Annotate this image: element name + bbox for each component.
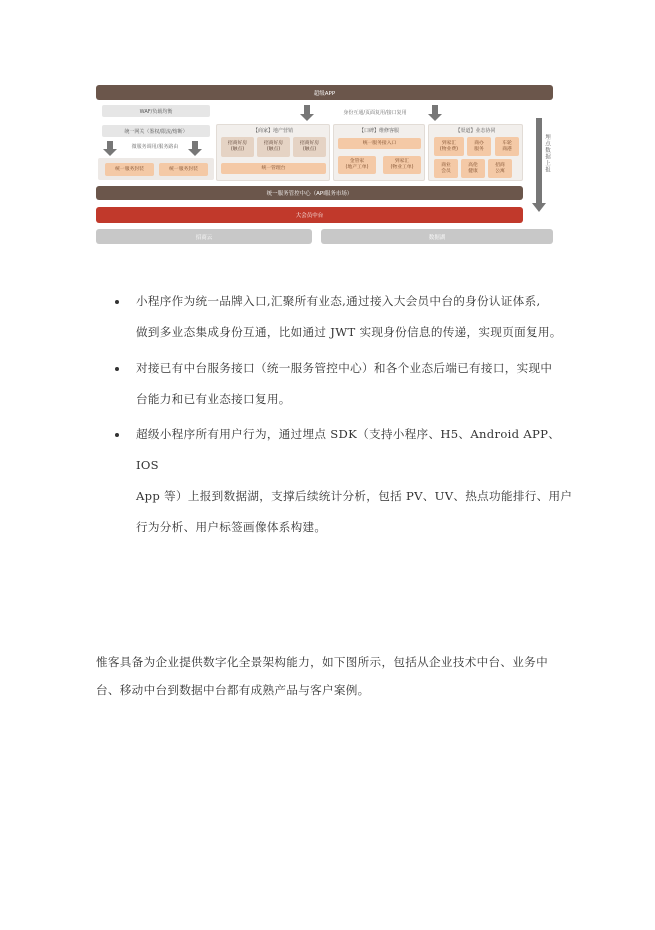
bullet-1-line-1: 小程序作为统一品牌入口,汇聚所有业态,通过接入大会员中台的身份认证体系,	[136, 294, 541, 308]
management-console-box: 统一管理台	[221, 163, 326, 174]
panel-service	[333, 124, 425, 181]
tile-channel-5: 高伦 健康	[461, 159, 485, 178]
service-center-bar: 统一服务管控中心（API服务市场）	[96, 186, 523, 200]
data-lake-bar: 数据湖	[321, 229, 553, 244]
tile-service-2: 到家汇 (物业工单)	[383, 156, 421, 174]
bullet-1-line-2: 做到多业态集成身份互通，比如通过 JWT 实现身份信息的传递，实现页面复用。	[136, 325, 562, 339]
tile-channel-6: 招商 公寓	[488, 159, 512, 178]
waf-box: WAF/负载均衡	[102, 105, 210, 117]
paragraph-line-1: 惟客具备为企业提供数字化全景架构能力，如下图所示，包括从企业技术中台、业务中	[96, 655, 548, 669]
tile-service-1: 金管家 (地产工单)	[338, 156, 376, 174]
down-arrow-icon	[300, 105, 314, 122]
service-box-2: 统一服务封装	[159, 163, 208, 176]
bullet-3-line-3: 行为分析、用户标签画像体系构建。	[136, 520, 327, 534]
gateway-box: 统一网关（鉴权/限流/熔断）	[102, 125, 210, 137]
panel-service-title: 【口碑】维修客服	[358, 128, 399, 134]
tile-channel-3: 车轮 商港	[495, 137, 519, 156]
tile-marketing-1: 招商好房 (触点)	[221, 137, 254, 157]
tile-channel-4: 商业 会员	[434, 159, 458, 178]
micro-routing-label: 微服务调用/服务路由	[131, 143, 179, 150]
tile-marketing-3: 招商好房 (触点)	[293, 137, 326, 157]
side-arrow-label: 埋点数据上报	[544, 134, 550, 173]
tile-marketing-2: 招商好房 (触点)	[257, 137, 290, 157]
tile-channel-2: 商办 服务	[467, 137, 491, 156]
panel-channel	[428, 124, 523, 181]
down-arrow-icon	[428, 105, 442, 122]
member-center-bar: 大会员中台	[96, 207, 523, 223]
identity-label: 身份互通/页面复用/接口复用	[343, 109, 407, 116]
bullet-dot	[115, 300, 119, 304]
paragraph-line-2: 台、移动中台到数据中台都有成熟产品与客户案例。	[96, 683, 370, 697]
tile-channel-1: 到家汇 (物业费)	[434, 137, 464, 156]
service-entry-box: 统一服务接入口	[338, 138, 421, 149]
bullet-item-1	[136, 286, 576, 348]
bullet-item-2	[136, 353, 576, 415]
architecture-diagram	[95, 84, 555, 246]
panel-marketing-title: 【商家】地产营销	[252, 128, 293, 134]
bullet-dot	[115, 433, 119, 437]
panel-channel-title: 【渠道】业态协同	[455, 128, 496, 134]
service-box-1: 统一服务封装	[105, 163, 154, 176]
cloud-bar: 招商云	[96, 229, 312, 244]
body-paragraph	[96, 648, 576, 704]
bullet-item-3	[136, 419, 576, 543]
bullet-3-line-2: App 等）上报到数据湖，支撑后续统计分析，包括 PV、UV、热点功能排行、用户	[136, 489, 573, 503]
super-app-bar: 超级APP	[96, 85, 553, 100]
bullet-2-line-2: 台能力和已有业态接口复用。	[136, 392, 291, 406]
panel-marketing	[216, 124, 330, 181]
bullet-2-line-1: 对接已有中台服务接口（统一服务管控中心）和各个业态后端已有接口，实现中	[136, 361, 553, 375]
down-arrow-icon	[103, 141, 117, 156]
bullet-dot	[115, 367, 119, 371]
bullet-3-line-1: 超级小程序所有用户行为，通过埋点 SDK（支持小程序、H5、Android APP、IOS	[136, 427, 561, 472]
down-arrow-icon	[188, 141, 202, 156]
